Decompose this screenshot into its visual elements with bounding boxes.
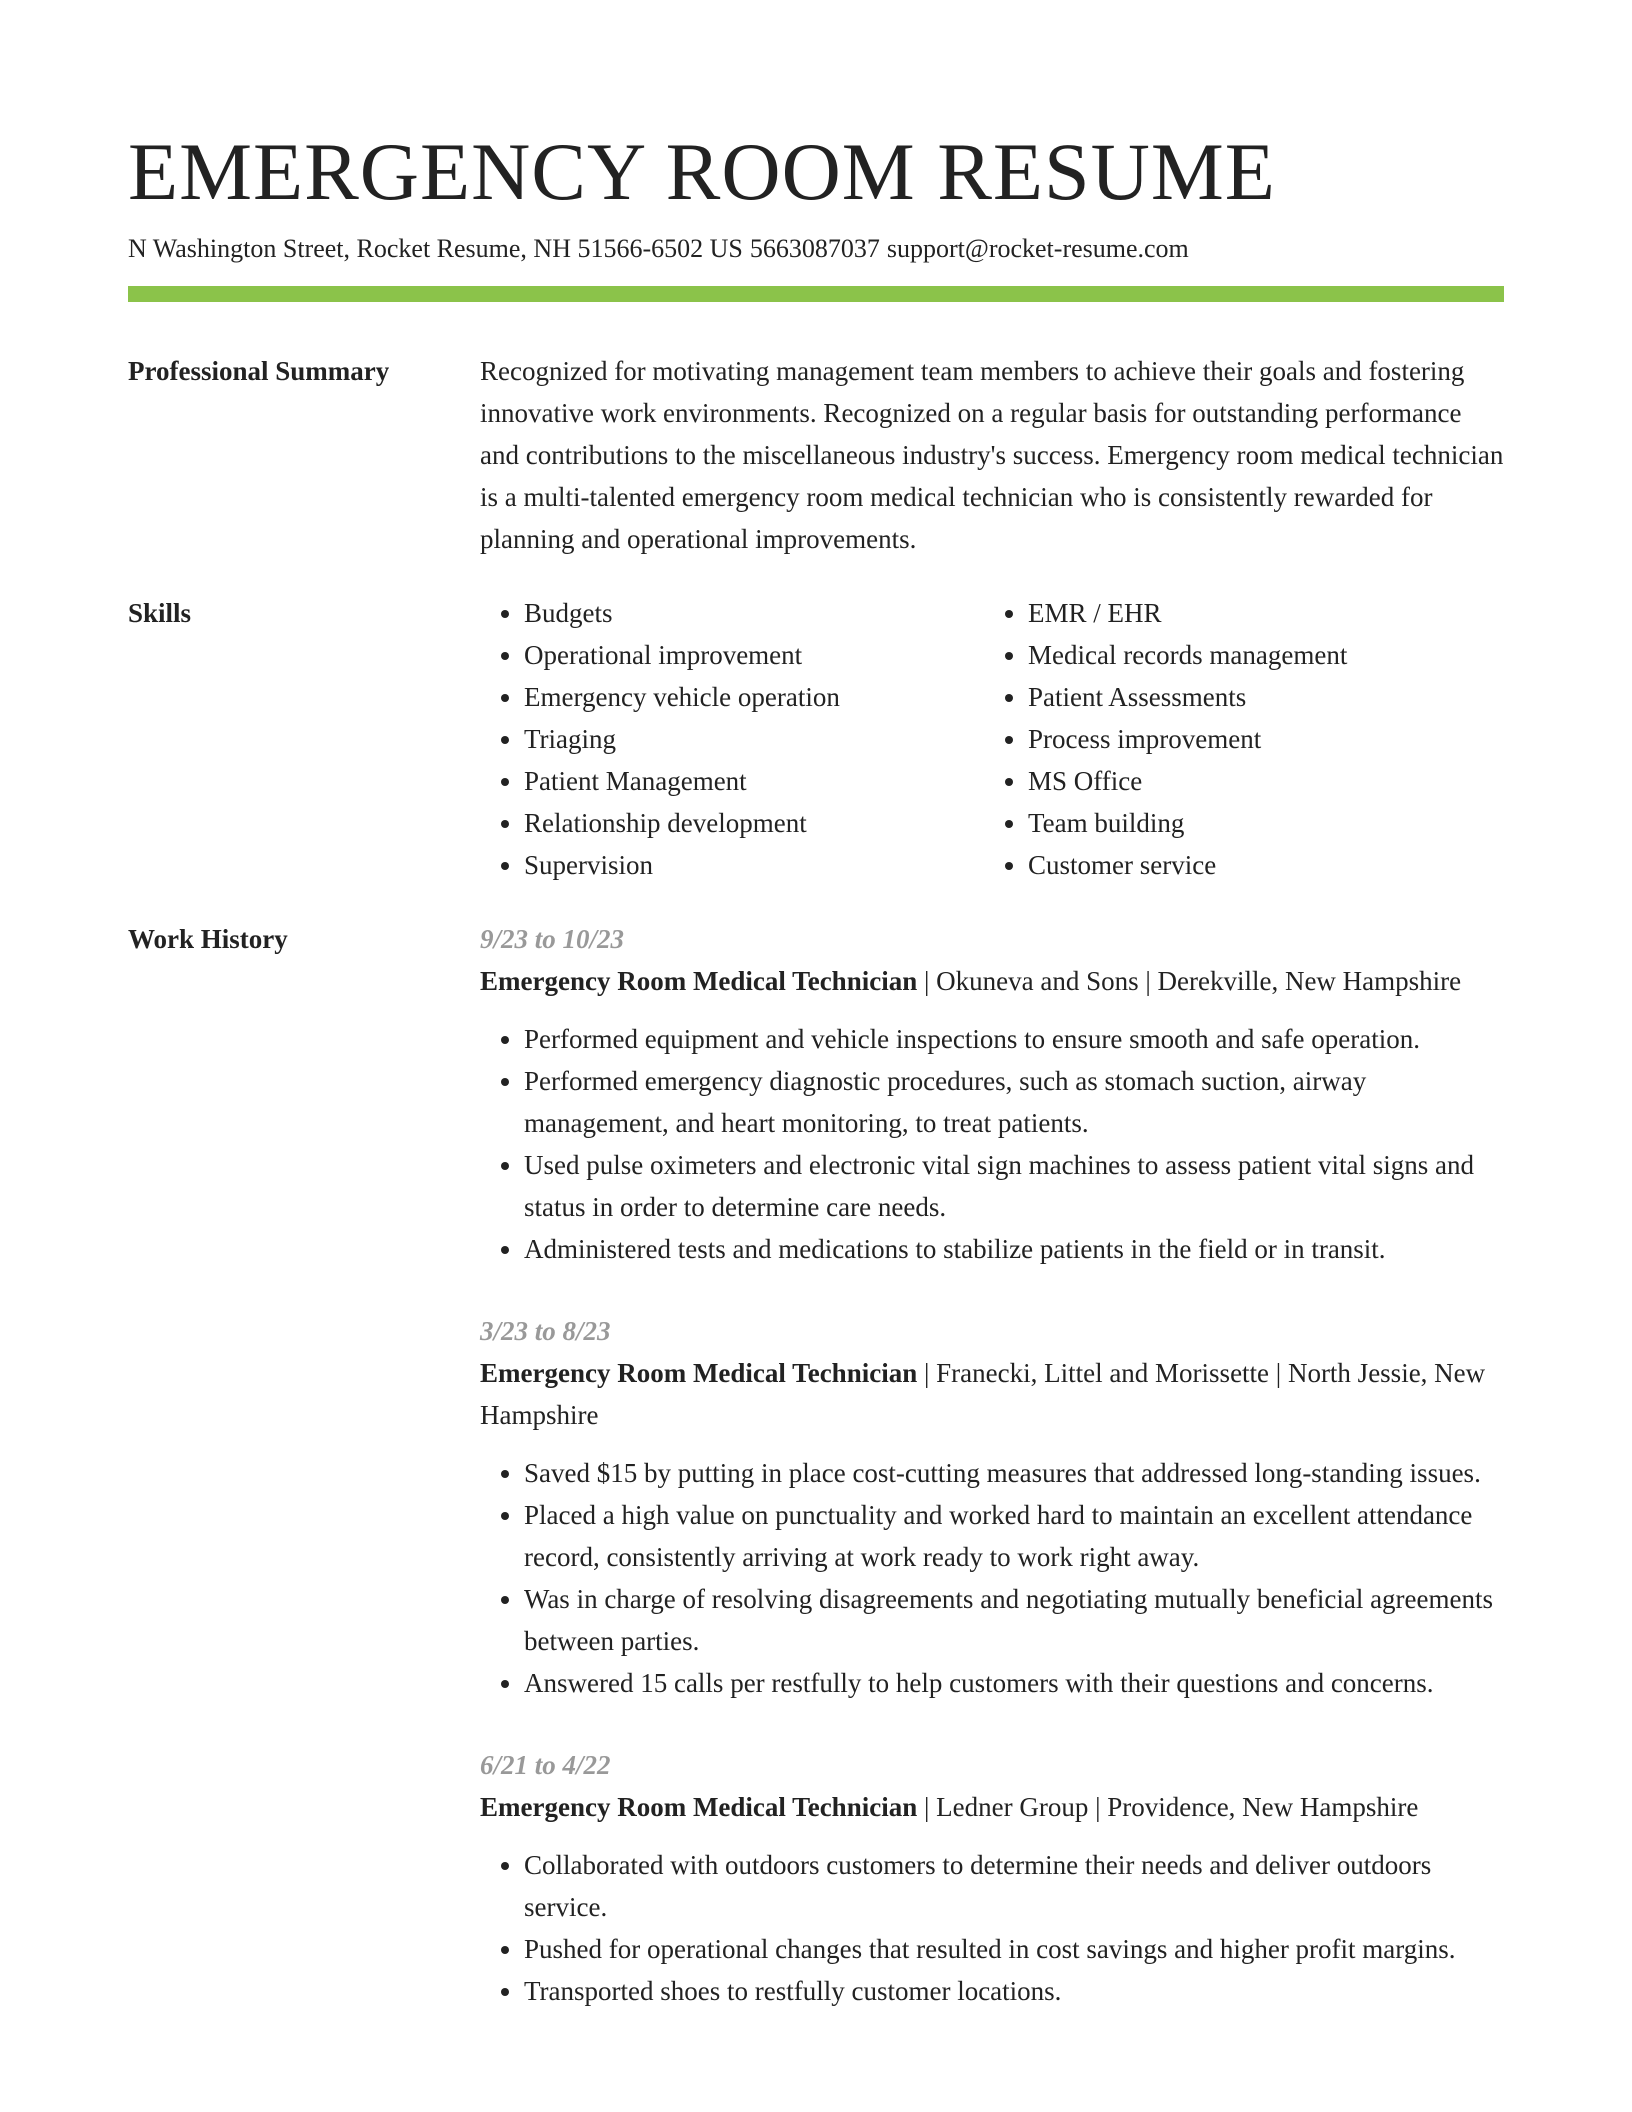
job-heading (480, 960, 1504, 1002)
job-title: Emergency Room Medical Technician (480, 1792, 918, 1822)
skill-item: • Budgets (524, 592, 984, 634)
job-heading (480, 1786, 1504, 1828)
header-divider (128, 286, 1504, 302)
job-bullet: • Performed equipment and vehicle inspections to ensure smooth and safe operation. (524, 1018, 1504, 1060)
job-bullet: • Pushed for operational changes that resulted in cost savings and higher profit margins. (524, 1928, 1504, 1970)
job-dates: 9/23 to 10/23 (480, 924, 625, 954)
job-employer-location: | Franecki, Littel and Morissette | North Jessie, New Hampshire (480, 1358, 1486, 1430)
job-bullets (480, 1844, 1504, 2012)
skill-item: • Customer service (1028, 844, 1488, 886)
contact-address: N Washington Street, Rocket Resume, NH 51566-6502 US (128, 234, 743, 263)
job-entry (480, 1310, 1504, 1704)
summary-text: Recognized for motivating management team members to achieve their goals and fostering innovative work environments. Recognized on a regular basis for outstanding performance and contributions to the miscellaneous industry's success. Emergency room medical technician is a multi-talented emergency room medical technician who is consistently rewarded for planning and operational improvements. (480, 356, 1504, 554)
job-bullets (480, 1018, 1504, 1270)
job-bullet: • Collaborated with outdoors customers to determine their needs and deliver outdoors service. (524, 1844, 1504, 1928)
summary-body (480, 350, 1504, 560)
job-bullet: • Was in charge of resolving disagreements and negotiating mutually beneficial agreements between parties. (524, 1578, 1504, 1662)
skill-item: • Team building (1028, 802, 1488, 844)
summary-heading: Professional Summary (128, 356, 390, 386)
job-bullet: • Saved $15 by putting in place cost-cutting measures that addressed long-standing issues. (524, 1452, 1504, 1494)
job-bullet: • Used pulse oximeters and electronic vital sign machines to assess patient vital signs and status in order to determine care needs. (524, 1144, 1504, 1228)
work-history-body (480, 918, 1504, 2012)
job-entry (480, 1744, 1504, 2012)
job-employer-location: | Ledner Group | Providence, New Hampshire (917, 1792, 1419, 1822)
skills-list-right (984, 592, 1488, 886)
skills-list-left (480, 592, 984, 886)
skill-item: • Supervision (524, 844, 984, 886)
contact-phone: 5663087037 (749, 234, 880, 263)
skill-item: • Triaging (524, 718, 984, 760)
skill-item: • Relationship development (524, 802, 984, 844)
job-title: Emergency Room Medical Technician (480, 1358, 918, 1388)
job-dates: 3/23 to 8/23 (480, 1316, 611, 1346)
job-bullet: • Performed emergency diagnostic procedures, such as stomach suction, airway management, and heart monitoring, to treat patients. (524, 1060, 1504, 1144)
resume-title: EMERGENCY ROOM RESUME (128, 126, 1276, 217)
skill-item: • Emergency vehicle operation (524, 676, 984, 718)
job-bullet: • Answered 15 calls per restfully to help customers with their questions and concerns. (524, 1662, 1504, 1704)
job-title: Emergency Room Medical Technician (480, 966, 918, 996)
job-dates: 6/21 to 4/22 (480, 1750, 611, 1780)
skill-item: • Patient Assessments (1028, 676, 1488, 718)
job-heading (480, 1352, 1504, 1436)
contact-line (128, 230, 1189, 268)
job-bullet: • Administered tests and medications to stabilize patients in the field or in transit. (524, 1228, 1504, 1270)
skill-item: • EMR / EHR (1028, 592, 1488, 634)
job-employer-location: | Okuneva and Sons | Derekville, New Hampshire (917, 966, 1462, 996)
skill-item: • Process improvement (1028, 718, 1488, 760)
skill-item: • Patient Management (524, 760, 984, 802)
job-bullet: • Placed a high value on punctuality and worked hard to maintain an excellent attendance record, consistently arriving at work ready to work right away. (524, 1494, 1504, 1578)
contact-email: support@rocket-resume.com (886, 234, 1189, 263)
job-bullet: • Transported shoes to restfully customer locations. (524, 1970, 1504, 2012)
skill-item: • MS Office (1028, 760, 1488, 802)
job-bullets (480, 1452, 1504, 1704)
skills-body (480, 592, 1504, 886)
skill-item: • Medical records management (1028, 634, 1488, 676)
work-history-heading: Work History (128, 924, 288, 954)
skill-item: • Operational improvement (524, 634, 984, 676)
skills-heading: Skills (128, 598, 192, 628)
job-entry (480, 918, 1504, 1270)
